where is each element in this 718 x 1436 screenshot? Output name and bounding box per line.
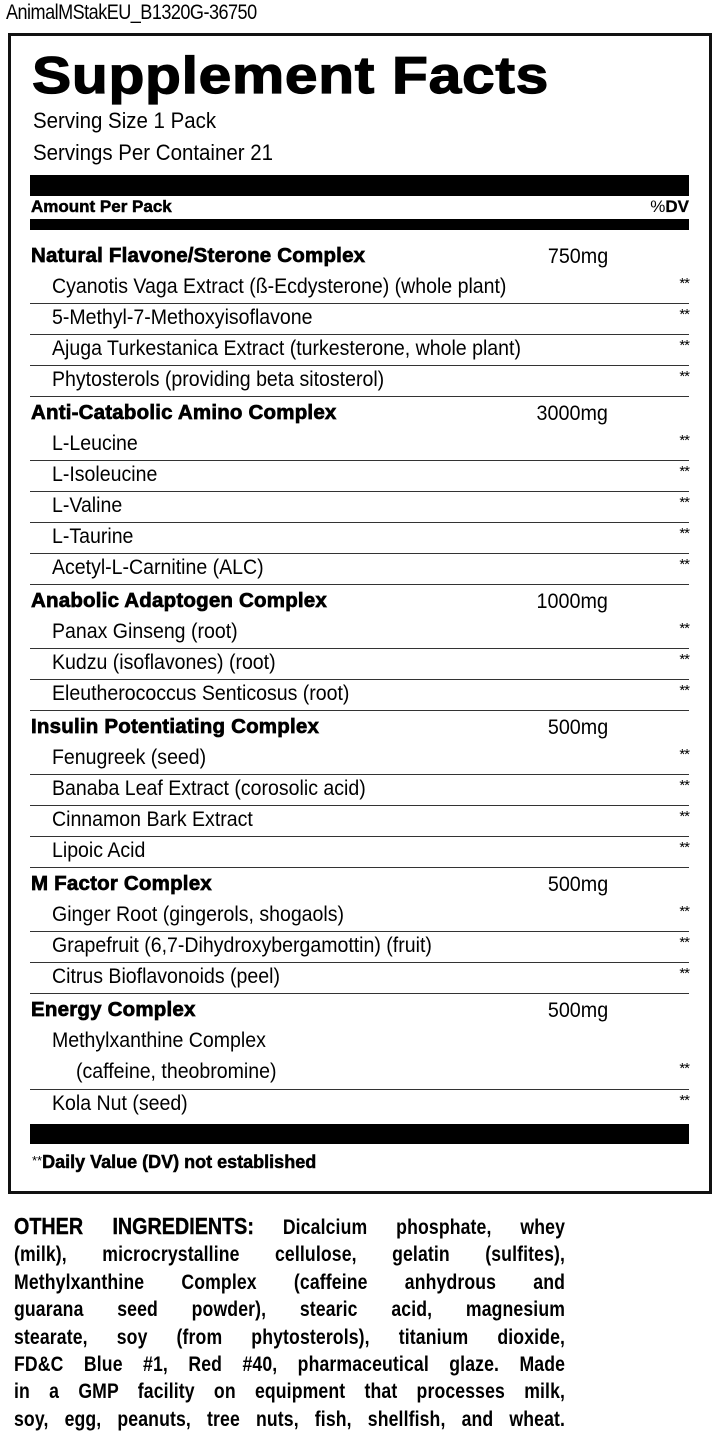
ingredient-name-continuation: (caffeine, theobromine) <box>76 1060 277 1083</box>
complex-name: Energy Complex <box>31 998 196 1021</box>
other-ingredients-line: FD&C Blue #1, Red #40, pharmaceutical glaze. Made <box>14 1353 566 1377</box>
other-ingredients-line: OTHER INGREDIENTS: Dicalcium phosphate, whey <box>14 1213 566 1239</box>
ingredient-list <box>30 240 689 1121</box>
dv-not-established-marker: ** <box>679 903 689 920</box>
dv-not-established-marker: ** <box>679 777 689 794</box>
dv-not-established-marker: ** <box>679 432 689 449</box>
ingredient-row <box>30 492 689 523</box>
dv-not-established-marker: ** <box>679 275 689 292</box>
complex-name: M Factor Complex <box>31 872 212 895</box>
complex-amount: 750mg <box>547 245 608 268</box>
ingredient-row <box>30 901 689 932</box>
amount-header-row <box>31 196 689 219</box>
amount-per-pack-label: Amount Per Pack <box>31 197 172 216</box>
ingredient-row <box>30 775 689 806</box>
complex-section <box>30 994 689 1121</box>
dv-not-established-marker: ** <box>679 494 689 511</box>
dv-not-established-marker: ** <box>679 556 689 573</box>
complex-section <box>30 240 689 397</box>
dv-not-established-marker: ** <box>679 839 689 856</box>
complex-heading <box>30 585 689 618</box>
medium-divider <box>30 219 689 230</box>
serving-size: Serving Size 1 Pack <box>33 108 217 133</box>
ingredient-name: Ginger Root (gingerols, shogaols) <box>52 903 345 926</box>
ingredient-row <box>30 554 689 585</box>
ingredient-row <box>30 806 689 837</box>
dv-not-established-marker: ** <box>679 368 689 385</box>
ingredient-row <box>30 618 689 649</box>
other-ingredients-statement <box>14 1213 565 1433</box>
ingredient-name: Fenugreek (seed) <box>52 746 207 769</box>
other-ingredients-line: guarana seed powder), stearic acid, magnesium <box>14 1298 566 1322</box>
ingredient-row <box>30 273 689 304</box>
ingredient-row <box>30 744 689 775</box>
dv-not-established-marker: ** <box>679 463 689 480</box>
ingredient-name: Banaba Leaf Extract (corosolic acid) <box>52 777 366 800</box>
ingredient-row <box>30 963 689 994</box>
dv-not-established-marker: ** <box>679 306 689 323</box>
complex-amount: 500mg <box>547 716 608 739</box>
other-ingredients-line: in a GMP facility on equipment that processes milk, <box>14 1380 566 1404</box>
ingredient-row <box>30 335 689 366</box>
panel-title: Supplement Facts <box>32 47 549 105</box>
ingredient-row <box>30 1027 689 1090</box>
ingredient-row <box>30 932 689 963</box>
dv-not-established-marker: ** <box>679 525 689 542</box>
dv-not-established-marker: ** <box>679 651 689 668</box>
ingredient-name: Lipoic Acid <box>52 839 146 862</box>
dv-not-established-marker: ** <box>679 1060 689 1077</box>
ingredient-row <box>30 430 689 461</box>
complex-amount: 500mg <box>547 873 608 896</box>
complex-name: Insulin Potentiating Complex <box>31 715 320 738</box>
complex-heading <box>30 240 689 273</box>
complex-amount: 1000mg <box>536 590 608 613</box>
complex-section <box>30 397 689 585</box>
ingredient-name: Cinnamon Bark Extract <box>52 808 253 831</box>
ingredient-name: L-Valine <box>52 494 123 517</box>
complex-heading <box>30 397 689 430</box>
complex-heading <box>30 711 689 744</box>
other-ingredients-line: (milk), microcrystalline cellulose, gelatin (sulfites), <box>14 1243 566 1267</box>
ingredient-name: Ajuga Turkestanica Extract (turkesterone, whole plant) <box>52 337 521 360</box>
ingredient-row <box>30 649 689 680</box>
ingredient-row <box>30 304 689 335</box>
ingredient-name: Methylxanthine Complex <box>52 1029 266 1052</box>
dv-not-established-marker: ** <box>679 620 689 637</box>
ingredient-name: Panax Ginseng (root) <box>52 620 238 643</box>
complex-section <box>30 711 689 868</box>
complex-amount: 3000mg <box>536 402 608 425</box>
other-ingredients-line: Methylxanthine Complex (caffeine anhydrous and <box>14 1270 566 1294</box>
complex-name: Natural Flavone/Sterone Complex <box>31 244 366 267</box>
ingredient-row <box>30 461 689 492</box>
other-ingredients-line: stearate, soy (from phytosterols), titanium dioxide, <box>14 1325 566 1349</box>
complex-name: Anabolic Adaptogen Complex <box>31 589 328 612</box>
file-identifier: AnimalMStakEU_B1320G-36750 <box>6 1 257 24</box>
dv-not-established-marker: ** <box>679 808 689 825</box>
complex-name: Anti-Catabolic Amino Complex <box>31 401 337 424</box>
complex-heading <box>30 868 689 901</box>
ingredient-name: Citrus Bioflavonoids (peel) <box>52 965 280 988</box>
daily-value-header: %DV <box>650 197 689 216</box>
complex-amount: 500mg <box>547 999 608 1022</box>
dv-not-established-marker: ** <box>679 682 689 699</box>
complex-section <box>30 585 689 711</box>
ingredient-name: L-Isoleucine <box>52 463 158 486</box>
dv-not-established-marker: ** <box>679 934 689 951</box>
other-ingredients-label: OTHER INGREDIENTS: <box>14 1213 254 1239</box>
complex-section <box>30 868 689 994</box>
ingredient-name: Cyanotis Vaga Extract (ß-Ecdysterone) (whole plant) <box>52 275 507 298</box>
complex-heading <box>30 994 689 1027</box>
dv-not-established-marker: ** <box>679 746 689 763</box>
thick-divider-bottom <box>30 1124 689 1144</box>
daily-value-footnote: **Daily Value (DV) not established <box>32 1152 317 1172</box>
ingredient-row <box>30 1090 689 1121</box>
ingredient-row <box>30 837 689 868</box>
ingredient-name: Acetyl-L-Carnitine (ALC) <box>52 556 264 579</box>
ingredient-name: Grapefruit (6,7-Dihydroxybergamottin) (fruit) <box>52 934 432 957</box>
ingredient-name: Kola Nut (seed) <box>52 1092 188 1115</box>
supplement-facts-panel <box>8 33 712 1194</box>
dv-not-established-marker: ** <box>679 1092 689 1109</box>
dv-not-established-marker: ** <box>679 965 689 982</box>
ingredient-row <box>30 680 689 711</box>
ingredient-name: 5-Methyl-7-Methoxyisoflavone <box>52 306 313 329</box>
thick-divider-top <box>30 175 689 196</box>
other-ingredients-text <box>14 1213 565 1433</box>
ingredient-row <box>30 523 689 554</box>
servings-per-container: Servings Per Container 21 <box>33 140 273 165</box>
dv-not-established-marker: ** <box>679 337 689 354</box>
ingredient-name: Eleutherococcus Senticosus (root) <box>52 682 350 705</box>
ingredient-name: Phytosterols (providing beta sitosterol) <box>52 368 385 391</box>
ingredient-name: L-Leucine <box>52 432 138 455</box>
ingredient-name: L-Taurine <box>52 525 134 548</box>
ingredient-row <box>30 366 689 397</box>
ingredient-name: Kudzu (isoflavones) (root) <box>52 651 276 674</box>
other-ingredients-line: soy, egg, peanuts, tree nuts, fish, shellfish, and wheat. <box>14 1407 566 1431</box>
